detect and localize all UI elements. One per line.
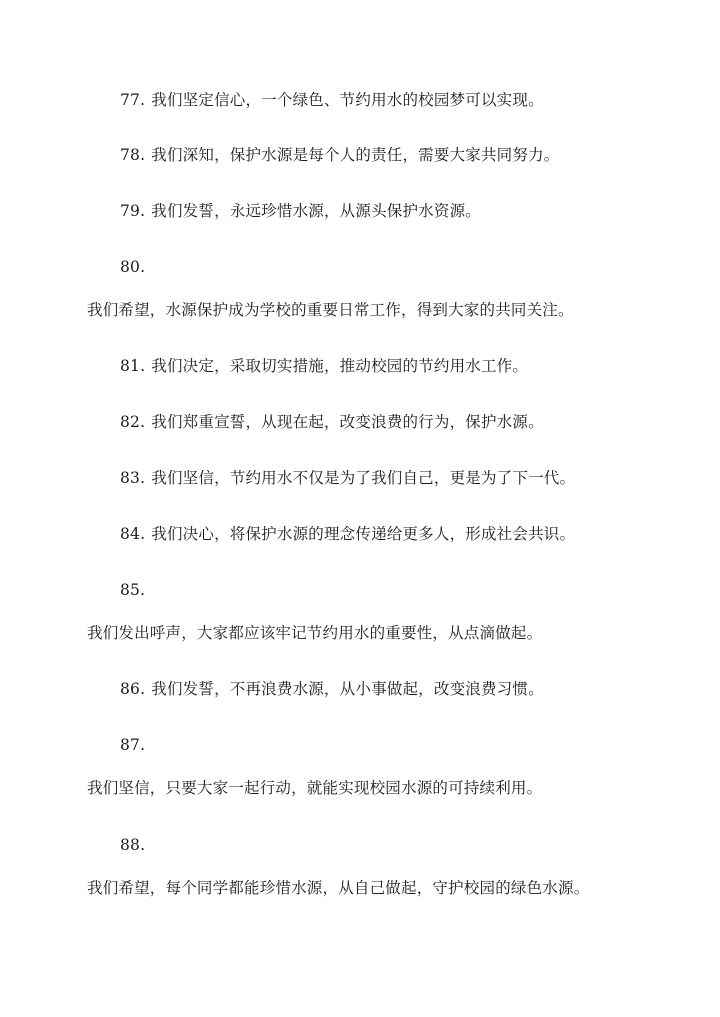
item-text: 我们坚信，节约用水不仅是为了我们自己，更是为了下一代。 <box>151 469 576 487</box>
list-item <box>120 412 544 432</box>
item-text: 我们发出呼声，大家都应该牢记节约用水的重要性，从点滴做起。 <box>87 624 543 642</box>
list-item <box>120 356 528 376</box>
list-item <box>120 145 559 165</box>
list-item <box>120 679 544 699</box>
item-number: 81. <box>120 357 146 375</box>
item-number: 87. <box>120 736 146 754</box>
item-number: 79. <box>120 202 146 220</box>
item-number: 88. <box>120 836 146 854</box>
list-item <box>120 468 575 488</box>
item-number: 84. <box>120 525 146 543</box>
list-item <box>120 524 575 544</box>
item-number: 80. <box>120 258 146 276</box>
item-text: 我们坚定信心，一个绿色、节约用水的校园梦可以实现。 <box>151 91 544 109</box>
item-number: 83. <box>120 469 146 487</box>
item-number: 86. <box>120 680 146 698</box>
item-number: 77. <box>120 91 146 109</box>
item-text: 我们决定，采取切实措施，推动校园的节约用水工作。 <box>151 357 529 375</box>
item-text: 我们深知，保护水源是每个人的责任，需要大家共同努力。 <box>151 146 560 164</box>
item-number: 78. <box>120 146 146 164</box>
item-text: 我们发誓，不再浪费水源，从小事做起，改变浪费习惯。 <box>151 680 544 698</box>
item-number: 82. <box>120 413 146 431</box>
item-number: 85. <box>120 581 146 599</box>
item-text: 我们发誓，永远珍惜水源，从源头保护水资源。 <box>151 202 481 220</box>
item-text: 我们希望，每个同学都能珍惜水源，从自己做起，守护校园的绿色水源。 <box>87 879 590 897</box>
item-text: 我们郑重宣誓，从现在起，改变浪费的行为，保护水源。 <box>151 413 544 431</box>
list-item <box>120 90 544 110</box>
list-item <box>120 201 481 221</box>
item-text: 我们决心，将保护水源的理念传递给更多人，形成社会共识。 <box>151 525 576 543</box>
item-text: 我们希望，水源保护成为学校的重要日常工作，得到大家的共同关注。 <box>87 301 574 319</box>
item-text: 我们坚信，只要大家一起行动，就能实现校园水源的可持续利用。 <box>87 779 543 797</box>
